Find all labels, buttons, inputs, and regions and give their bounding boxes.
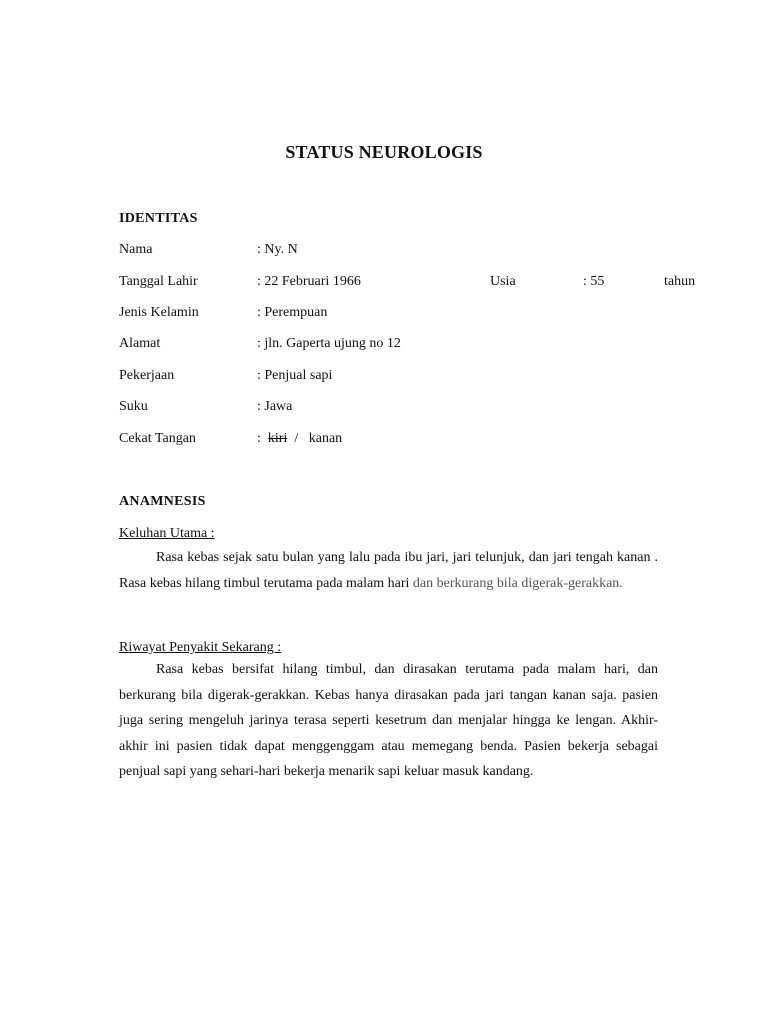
nama-label: Nama	[119, 242, 153, 257]
identitas-row-alamat	[119, 336, 699, 356]
identitas-row-suku	[119, 399, 699, 419]
identitas-row-nama	[119, 242, 699, 262]
keluhan-utama-subheading: Keluhan Utama :	[119, 526, 215, 541]
usia-label: Usia	[490, 274, 516, 289]
suku-value: : Jawa	[257, 399, 293, 414]
keluhan-utama-paragraph	[119, 545, 658, 596]
identitas-row-tanggal-lahir	[119, 274, 699, 294]
riwayat-penyakit-subheading: Riwayat Penyakit Sekarang :	[119, 640, 282, 655]
cekat-tangan-option-kiri: kiri	[267, 431, 288, 446]
tanggal-lahir-label: Tanggal Lahir	[119, 274, 198, 289]
page-title: STATUS NEUROLOGIS	[285, 142, 483, 162]
cekat-tangan-separator: /	[294, 431, 299, 446]
keluhan-utama-text: Rasa kebas sejak satu bulan yang lalu pada ibu jari, jari telunjuk, dan jari tengah kanan . Rasa kebas hilang timbul terutama pada malam hari	[119, 550, 658, 591]
pekerjaan-label: Pekerjaan	[119, 368, 175, 383]
alamat-value: : jln. Gaperta ujung no 12	[257, 336, 401, 351]
jenis-kelamin-value: : Perempuan	[257, 305, 328, 320]
identitas-heading: IDENTITAS	[119, 211, 198, 226]
identitas-row-pekerjaan	[119, 368, 699, 388]
cekat-tangan-value	[257, 431, 342, 447]
pekerjaan-value: : Penjual sapi	[257, 368, 333, 383]
identitas-row-jenis-kelamin	[119, 305, 699, 325]
riwayat-penyakit-paragraph: Rasa kebas bersifat hilang timbul, dan dirasakan terutama pada malam hari, dan berkurang bila digerak-gerakkan. Kebas hanya dirasakan pada jari tangan kanan saja. pasien juga sering mengeluh jarinya terasa seperti kesetrum dan menjalar hingga ke lengan. Akhir-akhir ini pasien tidak dapat menggenggam atau memegang benda. Pasien bekerja sebagai penjual sapi yang sehari-hari bekerja menarik sapi keluar masuk kandang.	[119, 662, 658, 779]
anamnesis-heading: ANAMNESIS	[119, 494, 206, 509]
cekat-tangan-option-kanan: kanan	[308, 431, 343, 446]
cekat-tangan-label: Cekat Tangan	[119, 431, 196, 446]
cekat-tangan-colon: :	[257, 431, 261, 446]
jenis-kelamin-label: Jenis Kelamin	[119, 305, 199, 320]
nama-value: : Ny. N	[257, 242, 298, 257]
usia-value: : 55	[583, 274, 605, 289]
alamat-label: Alamat	[119, 336, 161, 351]
identitas-row-cekat-tangan	[119, 431, 699, 451]
usia-unit: tahun	[664, 274, 696, 289]
suku-label: Suku	[119, 399, 148, 414]
tanggal-lahir-value: : 22 Februari 1966	[257, 274, 361, 289]
keluhan-utama-text-gray: dan berkurang bila digerak-gerakkan.	[412, 575, 623, 591]
